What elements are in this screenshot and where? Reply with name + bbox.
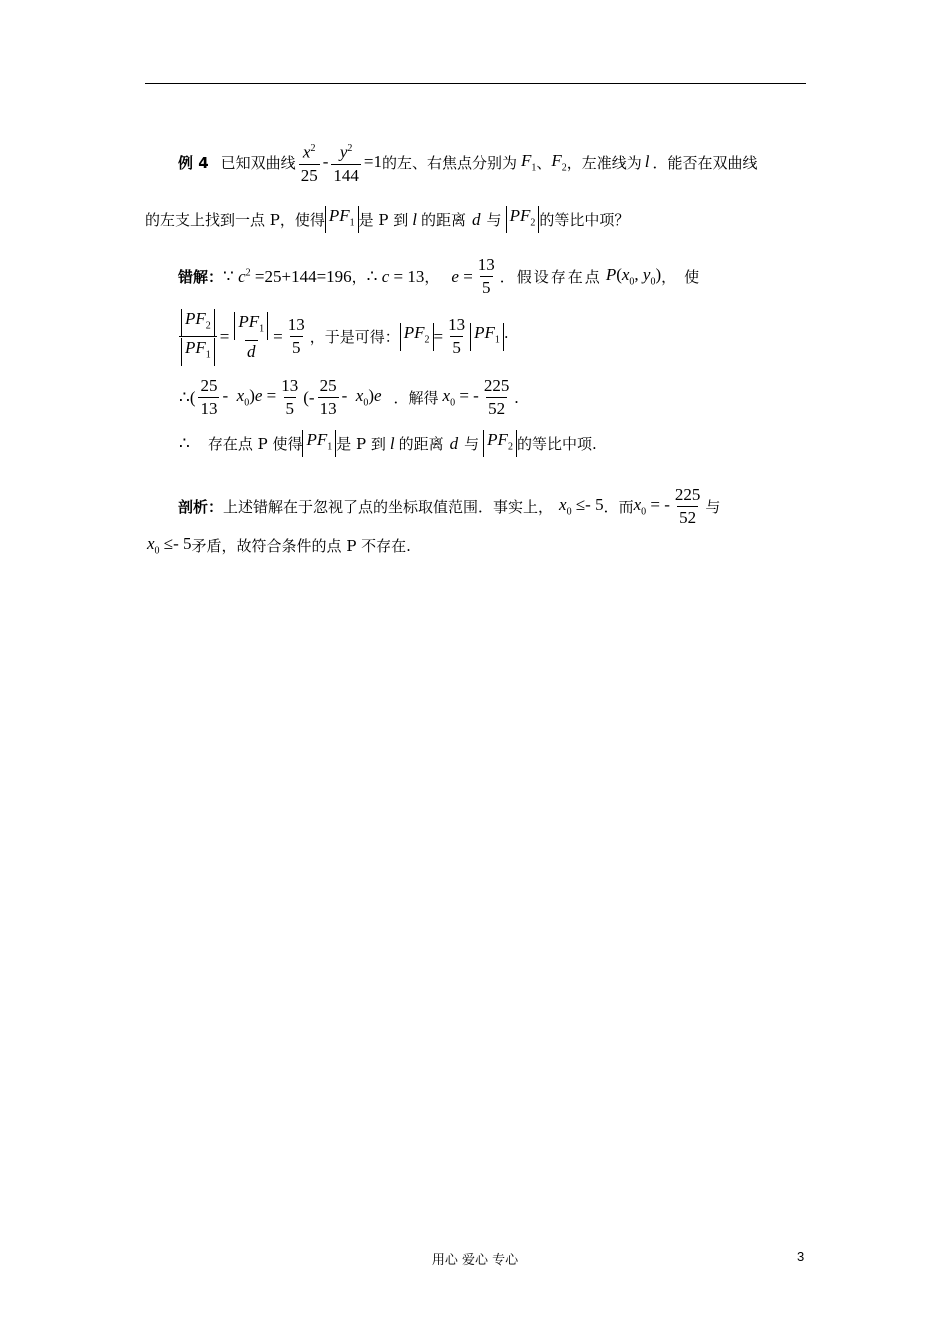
example-text: 与 <box>486 211 502 230</box>
wrong-line-4: ∴ 存在点 P 使得 $PF_1$ 是 P 到 l 的距离 d 与 $PF_2$ 的等比中项. <box>145 430 806 457</box>
analysis-text: 矛盾，故符合条件的点 P 不存在. <box>191 536 411 555</box>
fraction-225-52: $\frac{225}{52}$ <box>674 485 701 527</box>
wrong-line-3: ∴( $\frac{25}{13}$ - $x_0)e$ = $\frac{13}{5}$ (- $\frac{25}{13}$ - $x_0)e$ ．解得 $x_0$ = - $\frac{225}{52}$ . <box>179 376 519 418</box>
wrong-text: 的距离 <box>398 435 444 454</box>
wrong-text: 与 <box>464 435 480 454</box>
abs-pf1: $PF_1$ <box>325 206 359 233</box>
example-line-2: 的左支上找到一点 P，使得 $PF_1$ 是 P 到 l 的距离 d 与 $PF_2$ 的等比中项？ <box>145 206 806 233</box>
page-footer: 用心 爱心 专心 <box>431 1253 519 1268</box>
header-rule <box>145 83 806 84</box>
example-text: 的等比中项？ <box>539 211 630 230</box>
wrong-line-2: $\frac{PF_2}{PF_1}$ = $\frac{PF_1}{d}$ = $\frac{13}{5}$ ，于是可得： $PF_2$ = $\frac{13}{5}$ $PF_1$ · <box>145 308 806 366</box>
example-text: 已知双曲线 <box>220 153 296 172</box>
fraction-13-5: $\frac{13}{5}$ <box>477 255 495 297</box>
analysis-line-1: 剖析： 上述错解在于忽视了点的坐标取值范围．事实上， $x_0 \le- 5$ ．而 $x_0$ = - $\frac{225}{52}$ 与 <box>178 485 721 527</box>
fraction-13-5: $\frac{13}{5}$ <box>281 376 299 418</box>
fraction-pf2-pf1: $\frac{PF_2}{PF_1}$ <box>179 308 217 366</box>
abs-pf2: $PF_2$ <box>506 206 540 233</box>
fraction-25-13: $\frac{25}{13}$ <box>319 376 337 418</box>
analysis-text: 与 <box>705 498 721 516</box>
wrong-text: ， <box>424 268 440 286</box>
analysis-text: 上述错解在于忽视了点的坐标取值范围．事实上， <box>223 498 554 516</box>
analysis-line-2: $x_0 \le- 5$ 矛盾，故符合条件的点 P 不存在. <box>147 534 411 557</box>
fraction-pf1-d: $\frac{PF_1}{d}$ <box>232 311 270 362</box>
wrong-line-1: 错解： ∵ $c^2 =25+144=196$ ， ∴ c = 13 ， e = $\frac{13}{5}$ ．假设存在点 $P(x_0$, $y_0$) ，使 <box>178 255 708 297</box>
wrong-text: 是 P 到 <box>336 435 386 454</box>
example-text: 是 P 到 <box>358 211 409 230</box>
page-number: 3 <box>797 1249 805 1264</box>
fraction-225-52: $\frac{225}{52}$ <box>483 376 510 418</box>
abs-pf1: $PF_1$ <box>302 430 336 457</box>
wrong-text: ， <box>351 268 367 286</box>
analysis-text: ．而 <box>603 498 634 516</box>
abs-pf2: $PF_2$ <box>483 430 517 457</box>
abs-pf2: $PF_2$ <box>400 323 434 350</box>
fraction-y2-144: $\frac{y^2}{144}$ <box>333 142 359 185</box>
example-label: 例 4 <box>178 153 209 172</box>
fraction-13-5: $\frac{13}{5}$ <box>287 315 305 358</box>
fraction-13-5: $\frac{13}{5}$ <box>448 315 466 358</box>
wrong-label: 错解： <box>178 268 224 286</box>
wrong-text: ．假设存在点 <box>499 268 602 286</box>
wrong-text: ，使 <box>661 268 708 286</box>
example-text: ．能否在双曲线 <box>652 153 758 172</box>
fraction-x2-25: $\frac{x^2}{25}$ <box>300 142 318 185</box>
example-text: ，左准线为 <box>566 153 642 172</box>
example-line-1: 例 4 已知双曲线 $\frac{x^2}{25}$ - $\frac{y^2}{144}$ =1 的左、右焦点分别为 $F_1$ 、 $F_2$ ，左准线为 l ．能否在双曲线 <box>145 138 806 187</box>
analysis-label: 剖析： <box>178 498 224 516</box>
wrong-text: 存在点 P 使得 <box>207 435 303 454</box>
wrong-text: ，于是可得： <box>309 328 400 347</box>
example-text: 、 <box>536 153 552 172</box>
example-text: 的距离 <box>421 211 467 230</box>
wrong-text: 的等比中项. <box>516 435 597 454</box>
example-text: 的左支上找到一点 P，使得 <box>145 211 325 230</box>
abs-pf1: $PF_1$ <box>470 323 504 350</box>
example-text: 的左、右焦点分别为 <box>381 153 517 172</box>
fraction-25-13: $\frac{25}{13}$ <box>200 376 218 418</box>
